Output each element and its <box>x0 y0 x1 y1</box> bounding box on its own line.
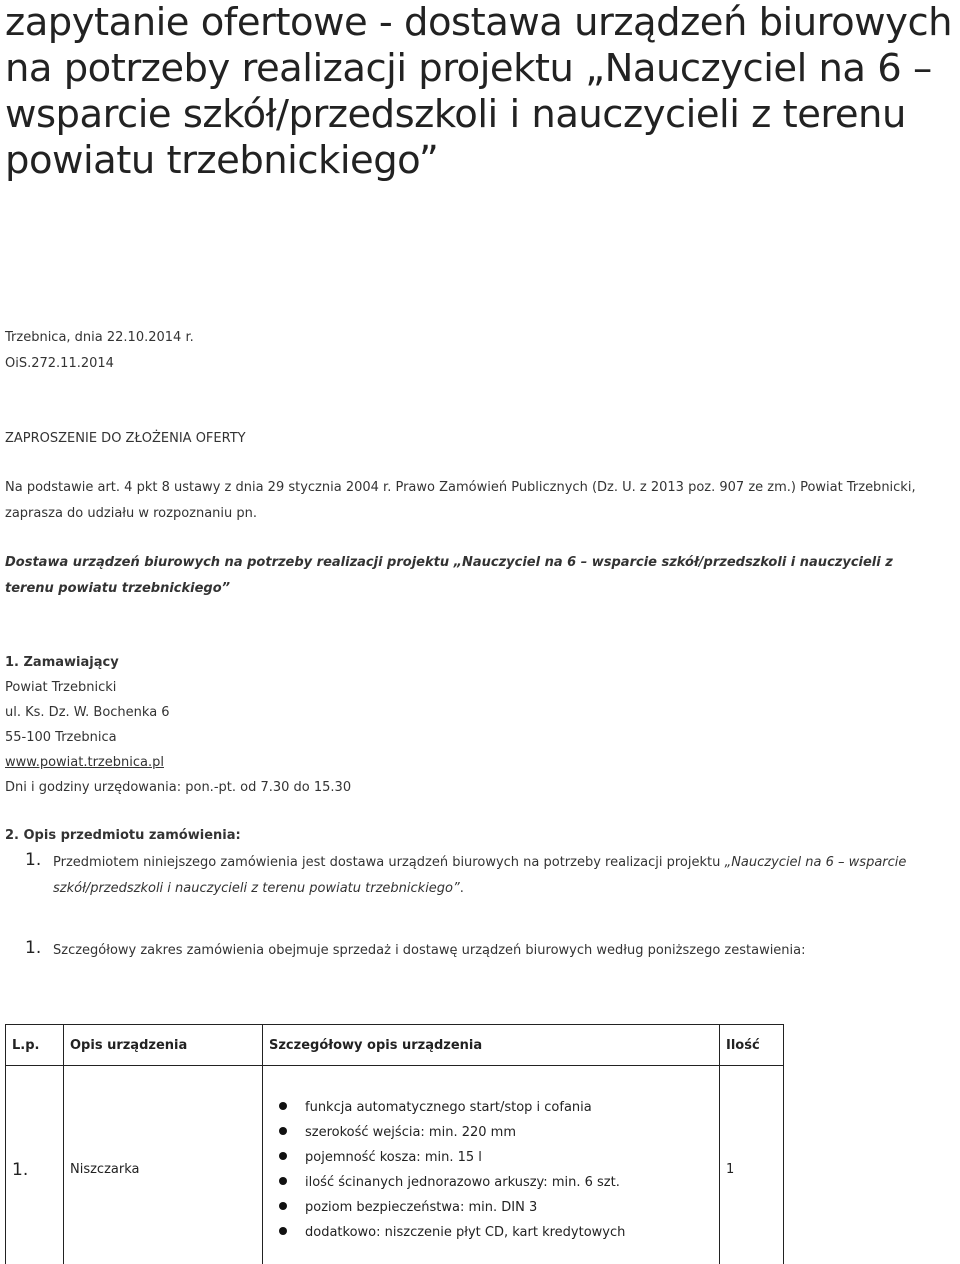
orderer-city: 55-100 Trzebnica <box>5 730 117 745</box>
row-qty: 1 <box>720 1066 784 1264</box>
item-1-project-name: „Nauczyciel na 6 – wsparcie szkół/przedszkoli i nauczycieli z terenu powiatu trzebnickiego” <box>53 855 907 896</box>
details-list <box>269 1095 713 1245</box>
list-item: dodatkowo: niszczenie płyt CD, kart kredytowych <box>279 1220 713 1245</box>
website-link[interactable]: www.powiat.trzebnica.pl <box>5 755 164 770</box>
list-item: ilość ścinanych jednorazowo arkuszy: min. 6 szt. <box>279 1170 713 1195</box>
header-details: Szczegółowy opis urządzenia <box>263 1025 720 1066</box>
procurement-subject: Dostawa urządzeń biurowych na potrzeby realizacji projektu „Nauczyciel na 6 – wsparcie szkół/przedszkoli i nauczycieli z terenu powiatu trzebnickiego” <box>5 555 893 596</box>
equipment-table <box>5 1024 784 1264</box>
row-device: Niszczarka <box>64 1066 263 1264</box>
item-2-text: Szczegółowy zakres zamówienia obejmuje sprzedaż i dostawę urządzeń biurowych według poniższego zestawienia: <box>53 943 806 958</box>
item-1-text-a: Przedmiotem niniejszego zamówienia jest dostawa urządzeń biurowych na potrzeby realizacji projektu <box>53 855 725 870</box>
item-1-text <box>53 850 958 902</box>
office-hours: Dni i godziny urzędowania: pon.-pt. od 7.30 do 15.30 <box>5 780 352 795</box>
header-device: Opis urządzenia <box>64 1025 263 1066</box>
place-date: Trzebnica, dnia 22.10.2014 r. <box>5 330 194 345</box>
section-1-heading: 1. Zamawiający <box>5 655 119 670</box>
orderer-street: ul. Ks. Dz. W. Bochenka 6 <box>5 705 170 720</box>
row-details <box>263 1066 720 1264</box>
table-row <box>6 1066 784 1264</box>
page-title: zapytanie ofertowe - dostawa urządzeń biurowych na potrzeby realizacji projektu „Nauczyciel na 6 – wsparcie szkół/przedszkoli i nauczycieli z terenu powiatu trzebnickiego” <box>5 0 953 183</box>
list-item: poziom bezpieczeństwa: min. DIN 3 <box>279 1195 713 1220</box>
section-2-heading: 2. Opis przedmiotu zamówienia: <box>5 828 241 843</box>
list-item: funkcja automatycznego start/stop i cofania <box>279 1095 713 1120</box>
item-1-text-c: . <box>459 881 464 896</box>
intro-paragraph: Na podstawie art. 4 pkt 8 ustawy z dnia 29 stycznia 2004 r. Prawo Zamówień Publicznych (Dz. U. z 2013 poz. 907 ze zm.) Powiat Trzebnicki, zaprasza do udziału w rozpoznaniu pn. <box>5 480 916 521</box>
header-lp: L.p. <box>6 1025 64 1066</box>
reference-number: OiS.272.11.2014 <box>5 356 114 371</box>
list-item: szerokość wejścia: min. 220 mm <box>279 1120 713 1145</box>
row-lp: 1. <box>6 1066 64 1264</box>
list-item: pojemność kosza: min. 15 l <box>279 1145 713 1170</box>
orderer-name: Powiat Trzebnicki <box>5 680 117 695</box>
item-1-number: 1. <box>25 850 42 870</box>
table-header-row <box>6 1025 784 1066</box>
invitation-heading: ZAPROSZENIE DO ZŁOŻENIA OFERTY <box>5 431 246 446</box>
header-qty: Ilość <box>720 1025 784 1066</box>
item-2-number: 1. <box>25 938 42 958</box>
